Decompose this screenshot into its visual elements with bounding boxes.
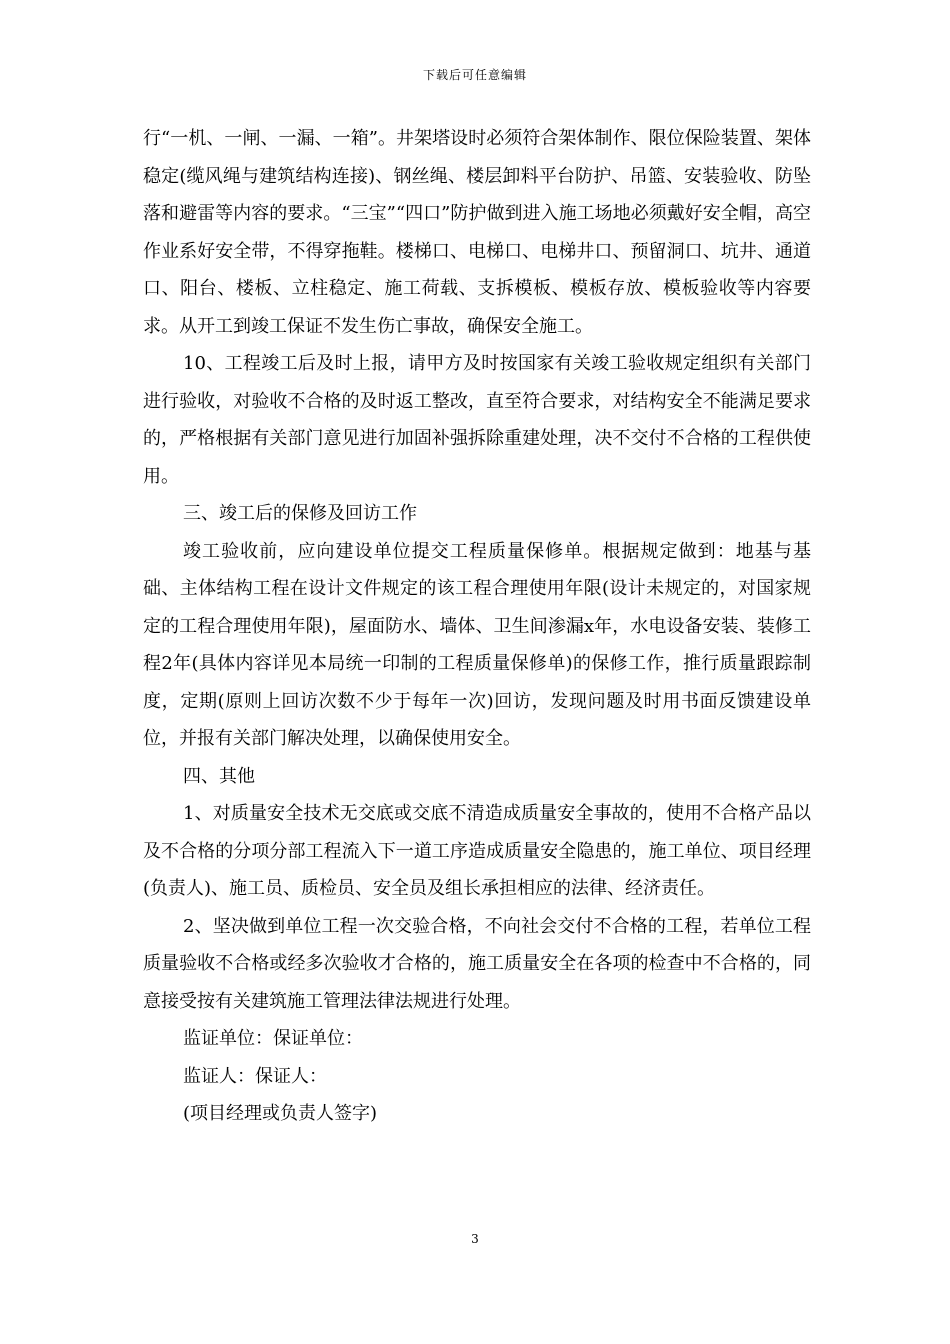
paragraph-safety-continued: 行“一机、一闸、一漏、一箱”。井架塔设时必须符合架体制作、限位保险装置、架体稳定(缆风绳与建筑结构连接)、钢丝绳、楼层卸料平台防护、吊篮、安装验收、防坠落和避雷等内容的要求。“三宝”“四口”防护做到进入施工场地必须戴好安全帽，高空作业系好安全带，不得穿拖鞋。楼梯口、电梯口、电梯井口、预留洞口、坑井、通道口、阳台、楼板、立柱稳定、施工荷载、支拆模板、模板存放、模板验收等内容要求。从开工到竣工保证不发生伤亡事故，确保安全施工。 [143,128,811,337]
section-heading-warranty: 三、竣工后的保修及回访工作 [183,503,417,524]
section-heading-other: 四、其他 [183,765,255,787]
page-number: 3 [471,1232,479,1246]
paragraph-other-item-2: 2、坚决做到单位工程一次交验合格，不向社会交付不合格的工程，若单位工程质量验收不合格或经多次验收才合格的，施工质量安全在各项的检查中不合格的，同意接受按有关建筑施工管理法律法规进行处理。 [143,915,811,1012]
signature-line-persons: 监证人：保证人： [183,1065,327,1087]
document-body [143,120,811,1133]
paragraph-warranty: 竣工验收前，应向建设单位提交工程质量保修单。根据规定做到：地基与基础、主体结构工程在设计文件规定的该工程合理使用年限(设计未规定的，对国家规定的工程合理使用年限)，屋面防水、墙体、卫生间渗漏x年，水电设备安装、装修工程2年(具体内容详见本局统一印制的工程质量保修单)的保修工作，推行质量跟踪制度，定期(原则上回访次数不少于每年一次)回访，发现问题及时用书面反馈建设单位，并报有关部门解决处理，以确保使用安全。 [143,540,811,749]
paragraph-item-10: 10、工程竣工后及时上报，请甲方及时按国家有关竣工验收规定组织有关部门进行验收，对验收不合格的及时返工整改，直至符合要求，对结构安全不能满足要求的，严格根据有关部门意见进行加固补强拆除重建处理，决不交付不合格的工程供使用。 [143,353,811,487]
signature-line-units: 监证单位：保证单位： [183,1028,363,1049]
paragraph-other-item-1: 1、对质量安全技术无交底或交底不清造成质量安全事故的，使用不合格产品以及不合格的分项分部工程流入下一道工序造成质量安全隐患的，施工单位、项目经理(负责人)、施工员、质检员、安全员及组长承担相应的法律、经济责任。 [143,803,811,899]
header-note: 下载后可任意编辑 [422,68,527,82]
signature-note: (项目经理或负责人签字) [183,1103,378,1124]
